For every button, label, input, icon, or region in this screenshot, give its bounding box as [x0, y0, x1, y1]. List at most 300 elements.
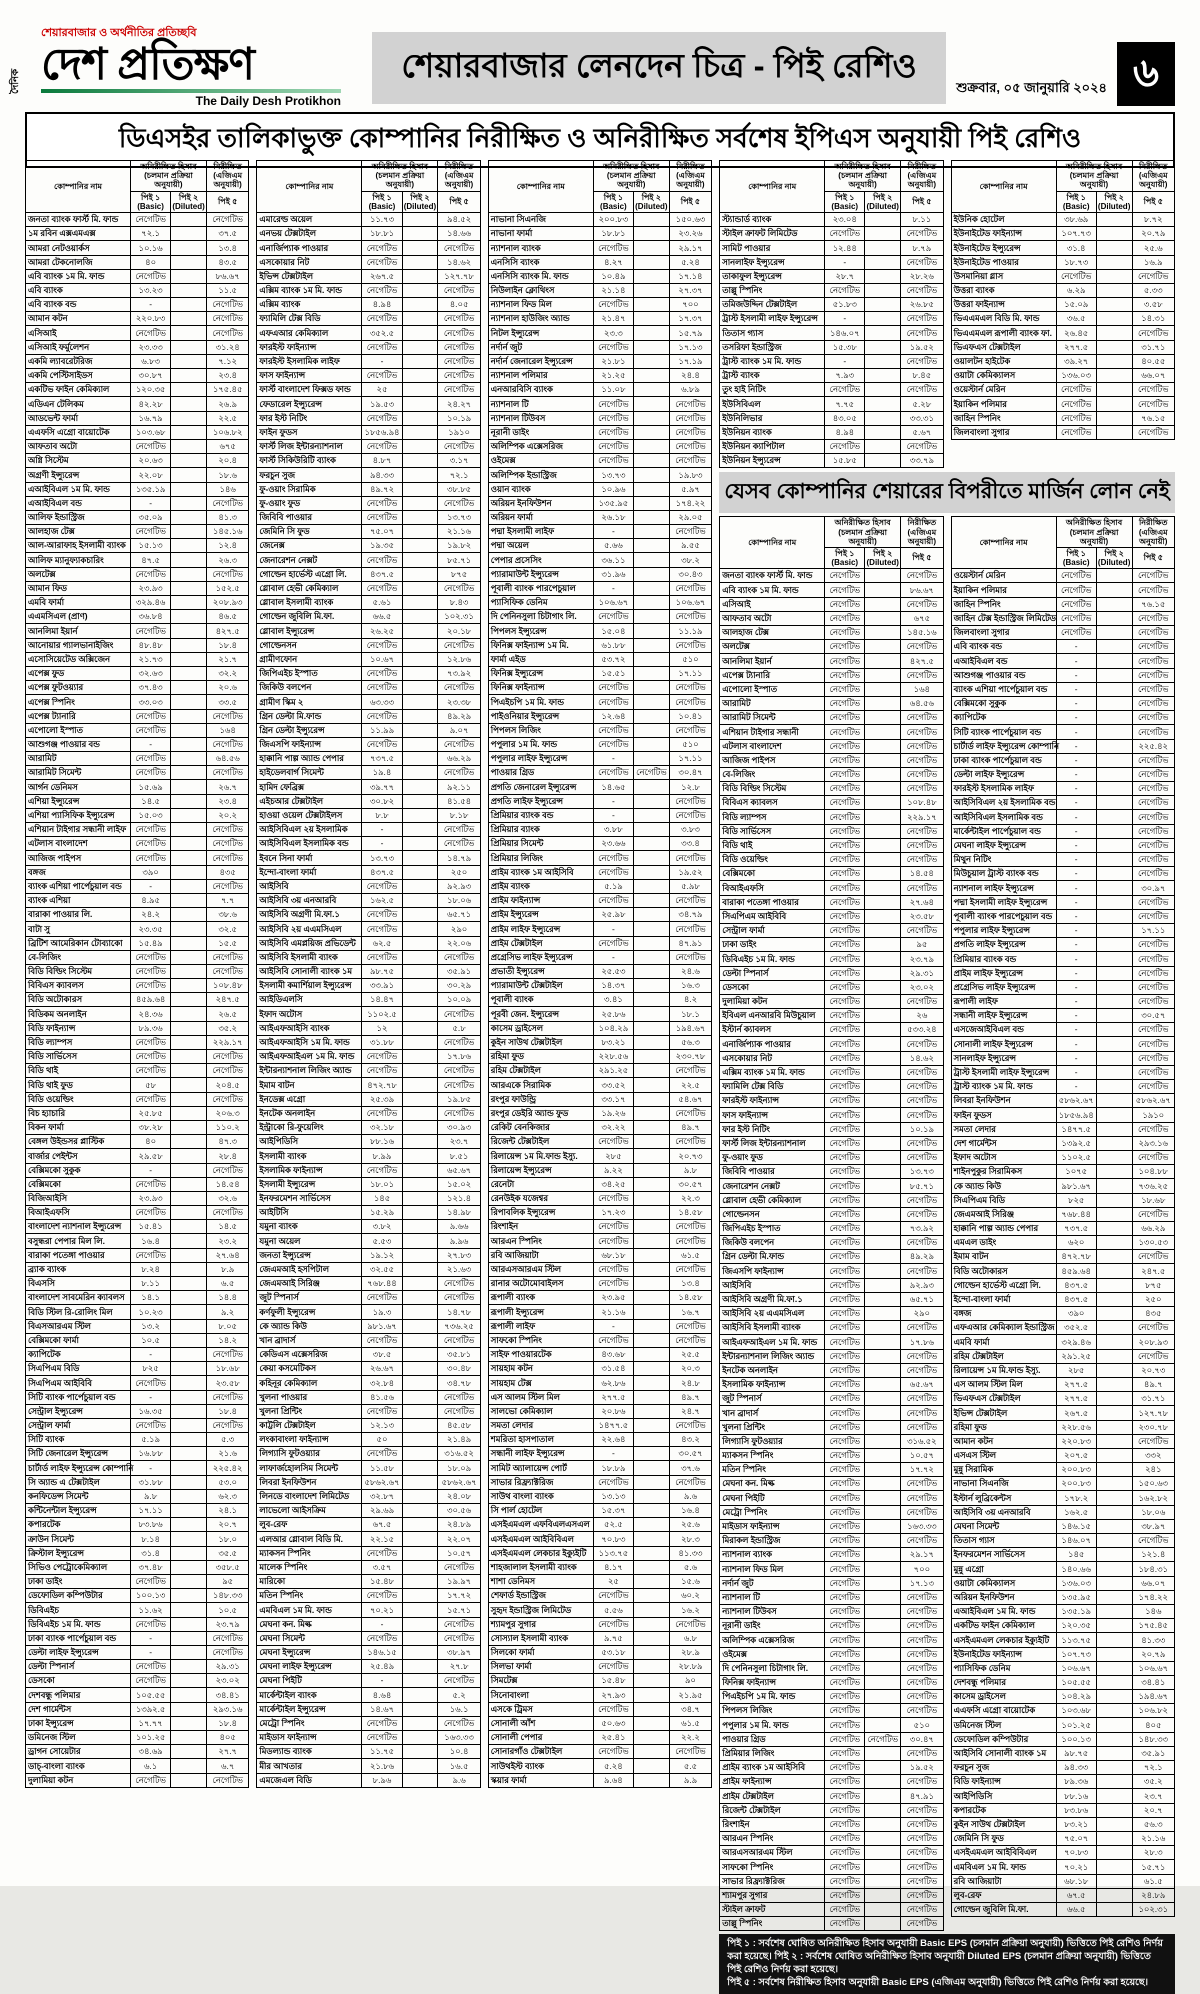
pe2-value-cell [633, 936, 669, 950]
table-row [257, 468, 480, 482]
pe2-value-cell [1096, 212, 1132, 226]
company-name-cell: ইন্ট্রাকো রি-ফুয়েলিং [257, 1120, 362, 1134]
pe1-value-cell: ৫.১৯ [593, 879, 633, 893]
pe5-value-cell: নেগেটিভ [1132, 966, 1174, 980]
pe1-value-cell: ১৯.৪ [362, 766, 402, 780]
pe2-value-cell [1096, 1023, 1132, 1037]
company-name-cell: কে অ্যান্ড কিউ [257, 1319, 362, 1333]
pe5-value-cell: ১৭.১১ [1132, 923, 1174, 937]
pe1-value-cell: নেগেটিভ [130, 212, 170, 226]
pe2-value-cell [633, 1418, 669, 1432]
company-name-cell: পূবালী ব্যাংক পারপেচুয়াল বন্ড [951, 909, 1056, 923]
pe5-value-cell: নেগেটিভ [438, 312, 480, 326]
pe1-value-cell: ৩৯.৭৭ [362, 780, 402, 794]
table-row [488, 1149, 711, 1163]
pe1-value-cell: ১৫.৩৭ [593, 1504, 633, 1518]
pe2-value-cell [402, 411, 438, 425]
pe1-value-cell: ২১.৭৩ [130, 652, 170, 666]
table-row [951, 1661, 1174, 1675]
pe2-value-cell [633, 369, 669, 383]
pe5-value-cell: নেগেটিভ [1132, 682, 1174, 696]
pe2-value-cell [1096, 1349, 1132, 1363]
company-name-cell: বঙ্গজ [951, 1307, 1056, 1321]
table-row [26, 1390, 249, 1404]
company-name-cell: এএফসি এগ্রো বায়োটেক [26, 425, 131, 439]
pe1-value-cell: ২৮.৭ [825, 269, 865, 283]
table-row [26, 1745, 249, 1759]
pe1-value-cell: নেগেটিভ [362, 879, 402, 893]
company-name-cell: ন্যাশনাল ব্যাংক [720, 1548, 825, 1562]
company-name-cell: মিডল্যান্ড ব্যাংক [257, 1745, 362, 1759]
col-header-pe1-basic: পিই ১ (Basic) [130, 191, 170, 212]
company-name-cell: ইনফরমেশন সার্ভিসেস [951, 1548, 1056, 1562]
pe1-value-cell: নেগেটিভ [825, 1803, 865, 1817]
table-row [951, 597, 1174, 611]
table-row [720, 1746, 943, 1760]
company-name-cell: পপুলার ১ম মি. ফান্ড [720, 1718, 825, 1732]
table-row [257, 1489, 480, 1503]
pe2-value-cell [633, 596, 669, 610]
company-name-cell: দুলামিয়া কটন [26, 1773, 131, 1787]
company-name-cell: বিডি ফাইন্যান্স [951, 1775, 1056, 1789]
company-name-cell: পেপার প্রসেসিং [488, 553, 593, 567]
company-name-cell: ন্যাশনাল ব্যাংক [488, 241, 593, 255]
company-name-cell: এসিআই [26, 326, 131, 340]
pe1-value-cell: নেগেটিভ [593, 1234, 633, 1248]
company-name-cell: গোল্ডেন জুবিলি মি.ফা. [951, 1902, 1056, 1916]
pe1-value-cell: নেগেটিভ [362, 581, 402, 595]
pe1-value-cell: ১৩৬.০৩ [1056, 369, 1096, 383]
col-header-pe5: পিই ৫ [438, 191, 480, 212]
table-row [257, 1518, 480, 1532]
pe5-value-cell: ৩১৬.৫২ [438, 1447, 480, 1461]
pe1-value-cell: নেগেটিভ [825, 1080, 865, 1094]
company-name-cell: সানলাইফ ইন্স্যুরেন্স [720, 255, 825, 269]
pe5-value-cell: ১২.৪ [206, 539, 248, 553]
table-row [488, 340, 711, 354]
company-name-cell: ডেফোডিল কম্পিউটার [951, 1732, 1056, 1746]
pe1-value-cell: ৮.৮ [362, 808, 402, 822]
pe1-value-cell: নেগেটিভ [825, 1463, 865, 1477]
pe1-value-cell: নেগেটিভ [825, 626, 865, 640]
pe2-value-cell [1096, 425, 1132, 439]
pe1-value-cell: ১৫.১৩ [130, 539, 170, 553]
table-row [488, 1362, 711, 1376]
pe2-value-cell [1096, 1519, 1132, 1533]
pe2-value-cell [402, 581, 438, 595]
pe5-value-cell: ১৮.৪ [206, 1404, 248, 1418]
table-row [257, 1120, 480, 1134]
company-name-cell: মিরাকল ইন্ডাস্ট্রিজ [720, 1534, 825, 1548]
pe1-value-cell: নেগেটিভ [825, 1746, 865, 1760]
company-name-cell: রানার অটোমোবাইলস [488, 1277, 593, 1291]
pe1-value-cell: নেগেটিভ [130, 851, 170, 865]
table-row [257, 1603, 480, 1617]
company-name-cell: নূরানী ডাইং [720, 1619, 825, 1633]
pe2-value-cell [1096, 980, 1132, 994]
table-row [26, 1248, 249, 1262]
pe2-value-cell [1096, 796, 1132, 810]
pe5-value-cell: ৪৯.২৯ [901, 1250, 943, 1264]
pe5-value-cell: ৮.৭২ [1132, 212, 1174, 226]
col-header-pe5: পিই ৫ [901, 191, 943, 212]
pe1-value-cell: ১৪৭৭.৫ [1056, 1122, 1096, 1136]
pe2-value-cell [1096, 1633, 1132, 1647]
company-name-cell: পাওয়ার গ্রিড [720, 1732, 825, 1746]
pe5-value-cell: ২৪.১ [206, 1504, 248, 1518]
company-name-cell: খান ব্রাদার্স [720, 1406, 825, 1420]
pe2-value-cell [865, 1363, 901, 1377]
pe2-value-cell [865, 1534, 901, 1548]
pe1-value-cell: নেগেটিভ [593, 1745, 633, 1759]
pe2-value-cell [865, 298, 901, 312]
company-name-cell: ফরচুন সুজ [951, 1761, 1056, 1775]
pe5-value-cell: ৪২৭.৫ [206, 624, 248, 638]
pe1-value-cell: ১৯.৩ [362, 1305, 402, 1319]
pe5-value-cell: ৩০.২৯ [438, 979, 480, 993]
pe2-value-cell [633, 1475, 669, 1489]
pe1-value-cell: ১২০.৩৫ [1056, 1619, 1096, 1633]
pe1-value-cell: ২০০.৮৩ [593, 212, 633, 226]
table-row [951, 1065, 1174, 1079]
company-name-cell: ইমাম বাটন [257, 1078, 362, 1092]
pe1-value-cell: ২৬৭.৫ [1056, 1406, 1096, 1420]
pe1-value-cell: নেগেটিভ [825, 1917, 865, 1931]
pe1-value-cell: ১০৪.২৯ [593, 1021, 633, 1035]
table-row [257, 979, 480, 993]
pe5-value-cell: ১৯.৯৭ [438, 1574, 480, 1588]
pe1-value-cell: ১১০২.৫ [1056, 1150, 1096, 1164]
pe1-value-cell: নেগেটিভ [825, 1789, 865, 1803]
pe1-value-cell: নেগেটিভ [825, 1888, 865, 1902]
company-name-cell: মেঘনা কন. মিল্ক [720, 1477, 825, 1491]
table-row [951, 1377, 1174, 1391]
pe5-value-cell: ২৯৩.১৬ [1132, 1136, 1174, 1150]
pe5-value-cell: নেগেটিভ [206, 1645, 248, 1659]
table-row [257, 1759, 480, 1773]
pe2-value-cell [865, 1519, 901, 1533]
table-row [257, 581, 480, 595]
company-name-cell: গ্লোবাল হেভী কেমিক্যাল [257, 581, 362, 595]
pe2-value-cell [402, 496, 438, 510]
company-name-cell: ব্যাংক এশিয়া পার্পেচুয়াল বন্ড [26, 879, 131, 893]
pe1-value-cell: নেগেটিভ [362, 411, 402, 425]
pe2-value-cell [865, 454, 901, 468]
pe2-value-cell [633, 723, 669, 737]
pe5-value-cell: নেগেটিভ [669, 397, 711, 411]
pe1-value-cell: ৩৩.১৭ [593, 1092, 633, 1106]
pe2-value-cell [1096, 569, 1132, 583]
table-row [488, 1234, 711, 1248]
pe1-value-cell: নেগেটিভ [130, 950, 170, 964]
company-name-cell: সাউথইস্ট ব্যাংক [488, 1759, 593, 1773]
company-name-cell: ফিনিক্স ফাইন্যান্স [720, 1675, 825, 1689]
pe1-value-cell: ২১.২৫ [593, 369, 633, 383]
table-row [951, 796, 1174, 810]
pe2-value-cell [1096, 1874, 1132, 1888]
table-row [488, 1092, 711, 1106]
pe5-value-cell: ১৩.৪ [206, 241, 248, 255]
pe5-value-cell: ১৪.৭৮ [438, 1305, 480, 1319]
pe1-value-cell: নেগেটিভ [825, 1434, 865, 1448]
page-number-badge: ৬ [1117, 42, 1175, 106]
company-name-cell: প্যাসিফিক ডেনিম [951, 1661, 1056, 1675]
table-row [720, 1108, 943, 1122]
table-row [720, 1619, 943, 1633]
pe2-value-cell [402, 837, 438, 851]
table-row [26, 964, 249, 978]
table-row [26, 354, 249, 368]
col-header-company-name: কোম্পানির নাম [720, 161, 825, 213]
table-row [488, 496, 711, 510]
pe2-value-cell [1096, 1363, 1132, 1377]
pe1-value-cell: ৩৫২.৫ [1056, 1321, 1096, 1335]
company-name-cell: আইসিবিএল ইসলামিক বন্ড [257, 837, 362, 851]
table-row [488, 1120, 711, 1134]
pe1-value-cell: ১০৩.৬৮ [130, 425, 170, 439]
pe5-value-cell: ৪৩৫ [1132, 1307, 1174, 1321]
pe2-value-cell [633, 1532, 669, 1546]
pe1-value-cell: ৫৮ [130, 1078, 170, 1092]
pe2-value-cell [1096, 668, 1132, 682]
company-name-cell: ইসলামিক ফাইন্যান্স [720, 1377, 825, 1391]
pe2-value-cell [171, 794, 207, 808]
pe1-value-cell: ৭৩৭.৫ [1056, 1221, 1096, 1235]
logo-tagline: শেয়ারবাজার ও অর্থনীতির প্রতিচ্ছবি [41, 27, 197, 39]
table-row [488, 255, 711, 269]
table-row [951, 753, 1174, 767]
pe5-value-cell: নেগেটিভ [206, 1092, 248, 1106]
pe2-value-cell [402, 1731, 438, 1745]
pe2-value-cell [402, 255, 438, 269]
pe2-value-cell [633, 425, 669, 439]
pe2-value-cell [402, 979, 438, 993]
pe2-value-cell [171, 1560, 207, 1574]
table-row [951, 696, 1174, 710]
pe2-value-cell [865, 1278, 901, 1292]
pe2-value-cell [865, 1221, 901, 1235]
pe2-value-cell [171, 1064, 207, 1078]
pe2-value-cell [171, 397, 207, 411]
company-name-cell: মাইডাস ফাইন্যান্স [257, 1731, 362, 1745]
table-row [951, 1349, 1174, 1363]
pe5-value-cell: ১০৮.৪৮ [901, 796, 943, 810]
company-name-cell: বে-লিজিং [26, 950, 131, 964]
pe5-value-cell: ৪৭.৯১ [669, 936, 711, 950]
table-row [488, 1220, 711, 1234]
pe2-value-cell [633, 1106, 669, 1120]
table-row [26, 596, 249, 610]
pe2-value-cell [171, 482, 207, 496]
pe2-value-cell [171, 1433, 207, 1447]
pe5-value-cell: ৩৩.৭৯ [901, 454, 943, 468]
table-row [26, 312, 249, 326]
col-header-audited: নিরীক্ষিত (এজিএম অনুযায়ী) [1132, 517, 1174, 548]
pe2-value-cell [171, 510, 207, 524]
company-name-cell: আইএফআইসি ১ম মি. ফান্ড [257, 1035, 362, 1049]
pe1-value-cell: - [362, 1674, 402, 1688]
pe1-value-cell: ১৫.৫১ [593, 666, 633, 680]
pe2-value-cell [171, 1177, 207, 1191]
pe1-value-cell: - [593, 1447, 633, 1461]
table-row [26, 1319, 249, 1333]
pe1-value-cell: ১১০২.৫ [362, 1007, 402, 1021]
company-name-cell: আরামিট [720, 696, 825, 710]
pe5-value-cell: ৭০০ [901, 1562, 943, 1576]
table-row [257, 539, 480, 553]
pe1-value-cell: ১৬২.৫ [362, 893, 402, 907]
pe5-value-cell: ১৯৪.৬৭ [669, 1021, 711, 1035]
table-row [488, 1277, 711, 1291]
pe5-value-cell: নেগেটিভ [438, 283, 480, 297]
pe5-value-cell: নেগেটিভ [206, 823, 248, 837]
table-row [257, 893, 480, 907]
pe5-value-cell: নেগেটিভ [901, 1321, 943, 1335]
table-row [257, 964, 480, 978]
company-name-cell: পাওয়ার গ্রিড [488, 766, 593, 780]
table-row [951, 1250, 1174, 1264]
table-row [951, 1633, 1174, 1647]
pe2-value-cell [633, 1447, 669, 1461]
pe1-value-cell: নেগেটিভ [825, 1675, 865, 1689]
pe5-value-cell: ৮.৭৯ [901, 241, 943, 255]
company-name-cell: আইসিবি ৩য় এনআরবি [951, 1505, 1056, 1519]
pe2-value-cell [171, 1461, 207, 1475]
company-name-cell: সোনালী পেপার [488, 1731, 593, 1745]
company-name-cell: কাট্টলি টেক্সটাইল [257, 1418, 362, 1432]
table-row [720, 1505, 943, 1519]
pe2-value-cell [1096, 1803, 1132, 1817]
pe2-value-cell [402, 354, 438, 368]
pe2-value-cell [865, 1661, 901, 1675]
pe1-value-cell: ১৩৯২.৫ [1056, 1136, 1096, 1150]
table-row [257, 1731, 480, 1745]
pe2-value-cell [171, 1447, 207, 1461]
pe5-value-cell: নেগেটিভ [901, 739, 943, 753]
pe1-value-cell: ১৮.৮৯ [593, 1461, 633, 1475]
pe5-value-cell: নেগেটিভ [901, 1505, 943, 1519]
table-row [257, 922, 480, 936]
pe5-value-cell: নেগেটিভ [438, 1716, 480, 1730]
pe5-value-cell: ৯.৬ [669, 1489, 711, 1503]
company-name-cell: বিডি অটোকারস [951, 1264, 1056, 1278]
pe1-value-cell: নেগেটিভ [1056, 583, 1096, 597]
pe1-value-cell: নেগেটিভ [1056, 626, 1096, 640]
company-name-cell: কেয়া কসমেটিকস [257, 1362, 362, 1376]
pe5-value-cell: ৬৬.২৯ [1132, 1221, 1174, 1235]
company-name-cell: ন্যাশনাল ফিড মিল [720, 1562, 825, 1576]
pe1-value-cell: ১৪.৫ [130, 794, 170, 808]
pe2-value-cell [633, 1035, 669, 1049]
pe5-value-cell: ২৭.৮৩ [438, 1248, 480, 1262]
company-name-cell: মুন্নু এগ্রো [951, 1562, 1056, 1576]
pe2-value-cell [633, 1007, 669, 1021]
pe1-value-cell: ২০৭.৫ [1056, 1448, 1096, 1462]
pe1-value-cell: নেগেটিভ [825, 810, 865, 824]
table-row [951, 1136, 1174, 1150]
company-name-cell: ফু-ওয়াং ফুড [257, 496, 362, 510]
pe2-value-cell [865, 909, 901, 923]
table-row [720, 269, 943, 283]
pe5-value-cell: ১৬৩.৩৩ [438, 1731, 480, 1745]
company-name-cell: বিডি থাই [26, 1064, 131, 1078]
table-row [720, 454, 943, 468]
pe1-value-cell: নেগেটিভ [593, 397, 633, 411]
pe1-value-cell: ১৬.৩৫ [130, 1404, 170, 1418]
pe2-value-cell [865, 1321, 901, 1335]
table-row [951, 1051, 1174, 1065]
company-name-cell: পদ্মা ইসলামী লাইফ ইন্স্যুরেন্স [951, 895, 1056, 909]
pe1-value-cell: ৬১.৮৮ [593, 638, 633, 652]
pe1-value-cell: নেগেটিভ [130, 766, 170, 780]
table-row [257, 1078, 480, 1092]
pe1-value-cell: ২৬.৬৭ [362, 1362, 402, 1376]
pe5-value-cell: নেগেটিভ [901, 1094, 943, 1108]
pe5-value-cell: নেগেটিভ [901, 1406, 943, 1420]
company-name-cell: মেঘনা ইন্স্যুরেন্স [257, 1645, 362, 1659]
pe1-value-cell: ১৬.৮৮ [130, 1447, 170, 1461]
table-row [257, 510, 480, 524]
pe2-value-cell [1096, 952, 1132, 966]
pe2-value-cell [1096, 1108, 1132, 1122]
pe2-value-cell [633, 1376, 669, 1390]
company-name-cell: মেঘনা লাইফ ইন্স্যুরেন্স [951, 838, 1056, 852]
pe1-value-cell: ৬৭.৫ [362, 1518, 402, 1532]
company-name-cell: এবি ব্যাংক বন্ড [951, 640, 1056, 654]
table-row [257, 823, 480, 837]
company-name-cell: আইটিসি [257, 1206, 362, 1220]
pe5-value-cell: নেগেটিভ [901, 1065, 943, 1079]
pe1-value-cell: ৪১.৫৬ [362, 1390, 402, 1404]
pe2-value-cell [171, 567, 207, 581]
pe1-value-cell: নেগেটিভ [1056, 397, 1096, 411]
pe1-value-cell: নেগেটিভ [825, 1009, 865, 1023]
table-row [488, 596, 711, 610]
pe2-value-cell [171, 1660, 207, 1674]
company-name-cell: বিচ হ্যাচারি [26, 1106, 131, 1120]
table-row [26, 1489, 249, 1503]
pe5-value-cell: ২২.০৭ [438, 1532, 480, 1546]
company-name-cell: আনলিমা ইয়ার্ন [26, 624, 131, 638]
company-name-cell: চার্টার্ড লাইফ ইন্স্যুরেন্স কোম্পানি [951, 739, 1056, 753]
pe5-value-cell: ৮৬.৬৭ [901, 583, 943, 597]
pe5-value-cell: ৪১.৩৩ [1132, 1633, 1174, 1647]
pe1-value-cell: ৩২.৮৭ [362, 1489, 402, 1503]
pe5-value-cell: ২০.২ [206, 808, 248, 822]
pe5-value-cell: নেগেটিভ [901, 668, 943, 682]
pe5-value-cell: ৬২.৩ [206, 1489, 248, 1503]
table-row [488, 879, 711, 893]
pe2-value-cell [865, 654, 901, 668]
table-row [951, 241, 1174, 255]
pe1-value-cell: ১৮.৭৩ [1056, 255, 1096, 269]
pe1-value-cell: নেগেটিভ [362, 1404, 402, 1418]
pe1-value-cell: নেগেটিভ [362, 1716, 402, 1730]
table-row [951, 212, 1174, 226]
table-row [951, 711, 1174, 725]
table-row [720, 1675, 943, 1689]
company-name-cell: পূরবী জেন. ইন্স্যুরেন্স [488, 1007, 593, 1021]
pe1-value-cell: ১৫.৮৫ [825, 454, 865, 468]
table-row [26, 908, 249, 922]
table-row [951, 1675, 1174, 1689]
pe2-value-cell [633, 212, 669, 226]
pe1-value-cell: ৪৭২.৭৮ [362, 1078, 402, 1092]
company-name-cell: ন্যাশনাল লাইফ ইন্স্যুরেন্স [951, 881, 1056, 895]
table-row [488, 227, 711, 241]
company-name-cell: আরএন স্পিনিং [488, 1234, 593, 1248]
table-row [257, 298, 480, 312]
